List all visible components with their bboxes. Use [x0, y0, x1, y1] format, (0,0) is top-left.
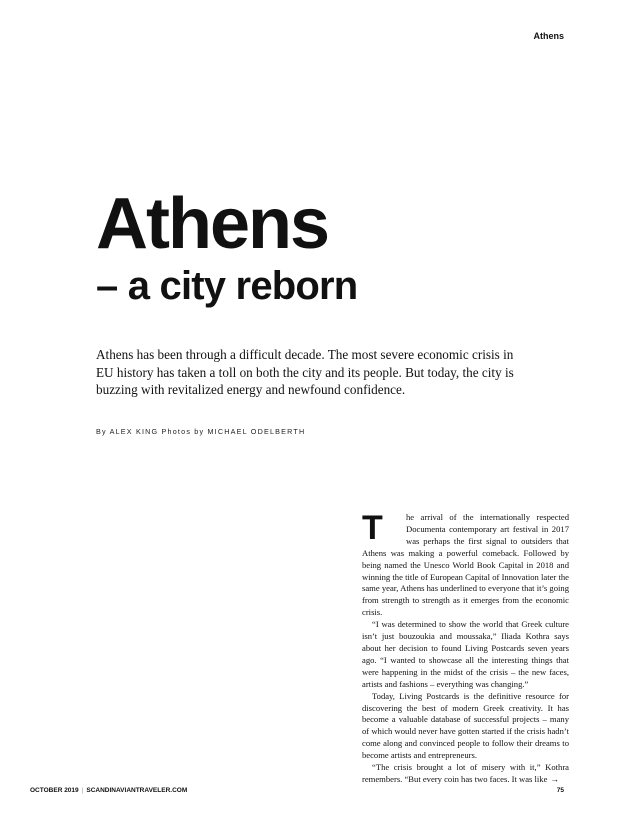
- body-paragraph: [362, 509, 569, 619]
- paragraph-text: “The crisis brought a lot of misery with it,” Kothra remembers. “But every coin has two faces. It was like: [362, 762, 569, 784]
- article-body: [362, 509, 569, 786]
- body-paragraph: Today, Living Postcards is the definitive resource for discovering the best of modern Greek creativity. It has become a valuable database of successful projects – many of which would never have gotten started if the crisis hadn’t come along and convinced people to follow their dreams to become artists and entrepreneurs.: [362, 690, 569, 761]
- article-intro: Athens has been through a difficult decade. The most severe economic crisis in EU history has taken a toll on both the city and its people. But today, the city is buzzing with revitalized energy and newfound confidence.: [96, 347, 514, 397]
- paragraph-text: he arrival of the internationally respected Documenta contemporary art festival in 2017 was perhaps the first signal to outsiders that Athens was making a powerful comeback. Followed by being named the Unesco World Book Capital in 2018 and winning the title of European Capital of Innovation later the same year, Athens has underlined to everyone that it’s going from strength to strength as it emerges from the economic crisis.: [362, 512, 569, 618]
- article-title: Athens: [96, 184, 329, 264]
- page-number: 75: [556, 787, 564, 794]
- footer: [30, 787, 187, 794]
- footer-separator: |: [81, 787, 84, 794]
- byline: By ALEX KING Photos by MICHAEL ODELBERTH: [96, 427, 306, 436]
- body-paragraph: [362, 762, 569, 786]
- site-url: SCANDINAVIANTRAVELER.COM: [86, 787, 188, 794]
- drop-cap: T: [362, 509, 383, 547]
- issue-date: OCTOBER 2019: [30, 787, 79, 794]
- section-tag: Athens: [533, 31, 564, 41]
- continue-arrow-icon: →: [550, 773, 560, 784]
- article-subtitle: – a city reborn: [96, 264, 358, 308]
- body-paragraph: “I was determined to show the world that Greek culture isn’t just bouzoukia and moussaka,” Iliada Kothra says about her decision to found Living Postcards seven years ago. “I wanted to showcase all the interesting things that were happening in the midst of the crisis – the new faces, artists and fashions – everything was changing.”: [362, 619, 569, 689]
